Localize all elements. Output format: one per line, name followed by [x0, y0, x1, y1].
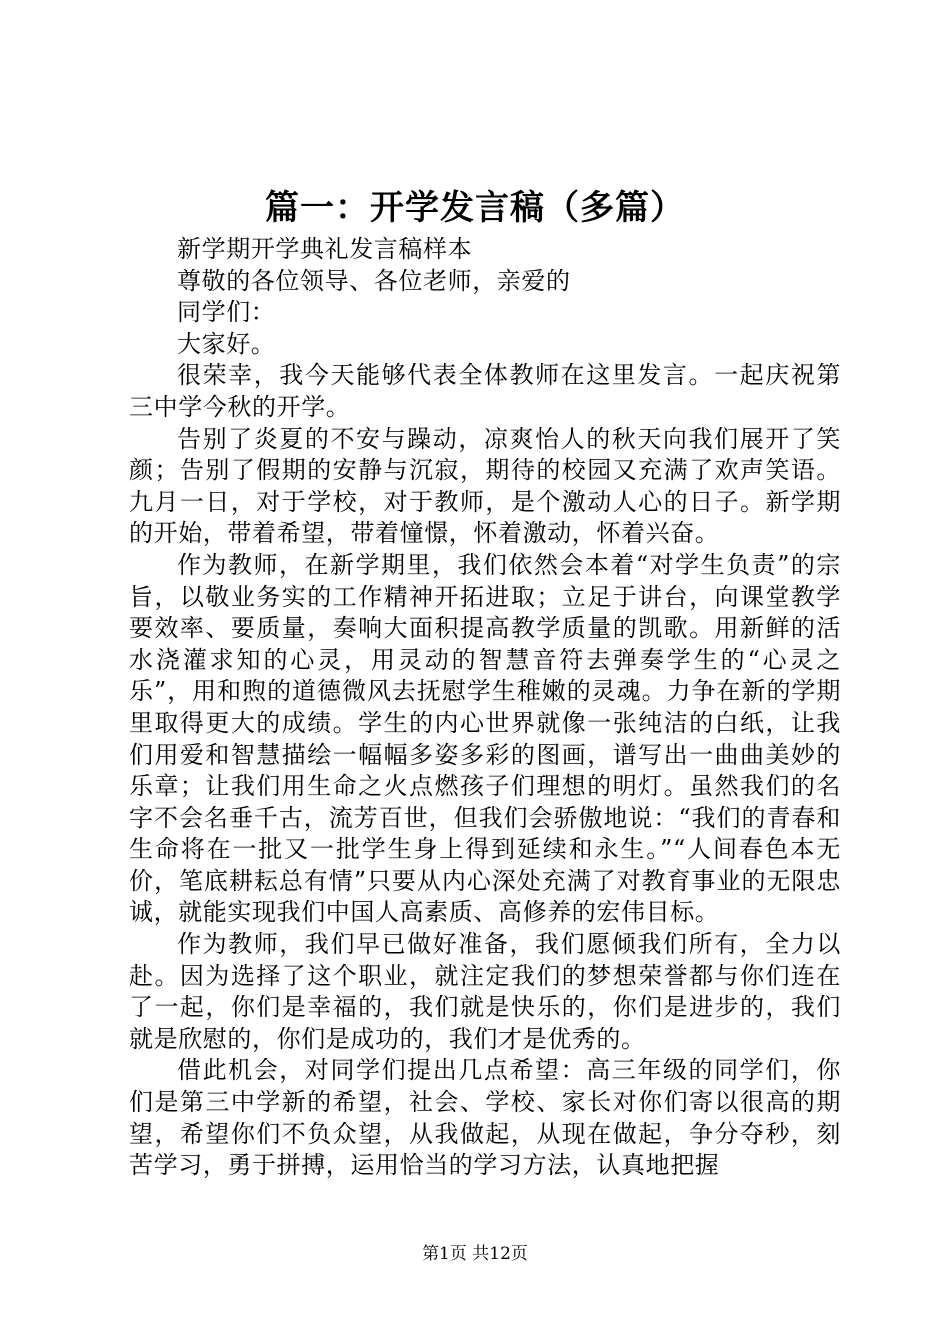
paragraph: 大家好。	[177, 329, 276, 358]
paragraph: 作为教师，我们早已做好准备，我们愿倾我们所有，全力以赴。因为选择了这个职业，就注定我们的梦想荣誉都与你们连在了一起，你们是幸福的，我们就是快乐的，你们是进步的，我们就是欣慰的，你们是成功的，我们才是优秀的。	[129, 930, 841, 1053]
document-title: 篇一：开学发言稿（多篇）	[265, 188, 685, 228]
paragraph: 新学期开学典礼发言稿样本	[177, 235, 473, 263]
paragraph: 很荣幸，我今天能够代表全体教师在这里发言。一起庆祝第三中学今秋的开学。	[129, 361, 841, 421]
paragraph: 告别了炎夏的不安与躁动，凉爽怡人的秋天向我们展开了笑颜；告别了假期的安静与沉寂，期待的校园又充满了欢声笑语。九月一日，对于学校，对于教师，是个激动人心的日子。新学期的开始，带着希望，带着憧憬，怀着激动，怀着兴奋。	[129, 424, 841, 548]
paragraph: 尊敬的各位领导、各位老师，亲爱的	[177, 266, 571, 295]
paragraph: 借此机会，对同学们提出几点希望：高三年级的同学们，你们是第三中学新的希望，社会、学校、家长对你们寄以很高的期望，希望你们不负众望，从我做起，从现在做起，争分夺秒，刻苦学习，勇于拼搏，运用恰当的学习方法，认真地把握	[129, 1056, 841, 1180]
paragraph: 作为教师，在新学期里，我们依然会本着“对学生负责”的宗旨，以敬业务实的工作精神开拓进取；立足于讲台，向课堂教学要效率、要质量，奏响大面积提高教学质量的凯歌。用新鲜的活水浇灌求知的心灵，用灵动的智慧音符去弹奏学生的“心灵之乐”，用和煦的道德微风去抚慰学生稚嫩的灵魂。力争在新的学期里取得更大的成绩。学生的内心世界就像一张纯洁的白纸，让我们用爱和智慧描绘一幅幅多姿多彩的图画，谱写出一曲曲美妙的乐章；让我们用生命之火点燃孩子们理想的明灯。虽然我们的名字不会名垂千古，流芳百世，但我们会骄傲地说：“我们的青春和生命将在一批又一批学生身上得到延续和永生。”“人间春色本无价，笔底耕耘总有情”只要从内心深处充满了对教育事业的无限忠诚，就能实现我们中国人高素质、高修养的宏伟目标。	[129, 550, 841, 927]
page-number-footer: 第1页 共12页	[422, 1244, 528, 1264]
paragraph: 同学们：	[177, 298, 276, 327]
document-body	[129, 234, 841, 1182]
